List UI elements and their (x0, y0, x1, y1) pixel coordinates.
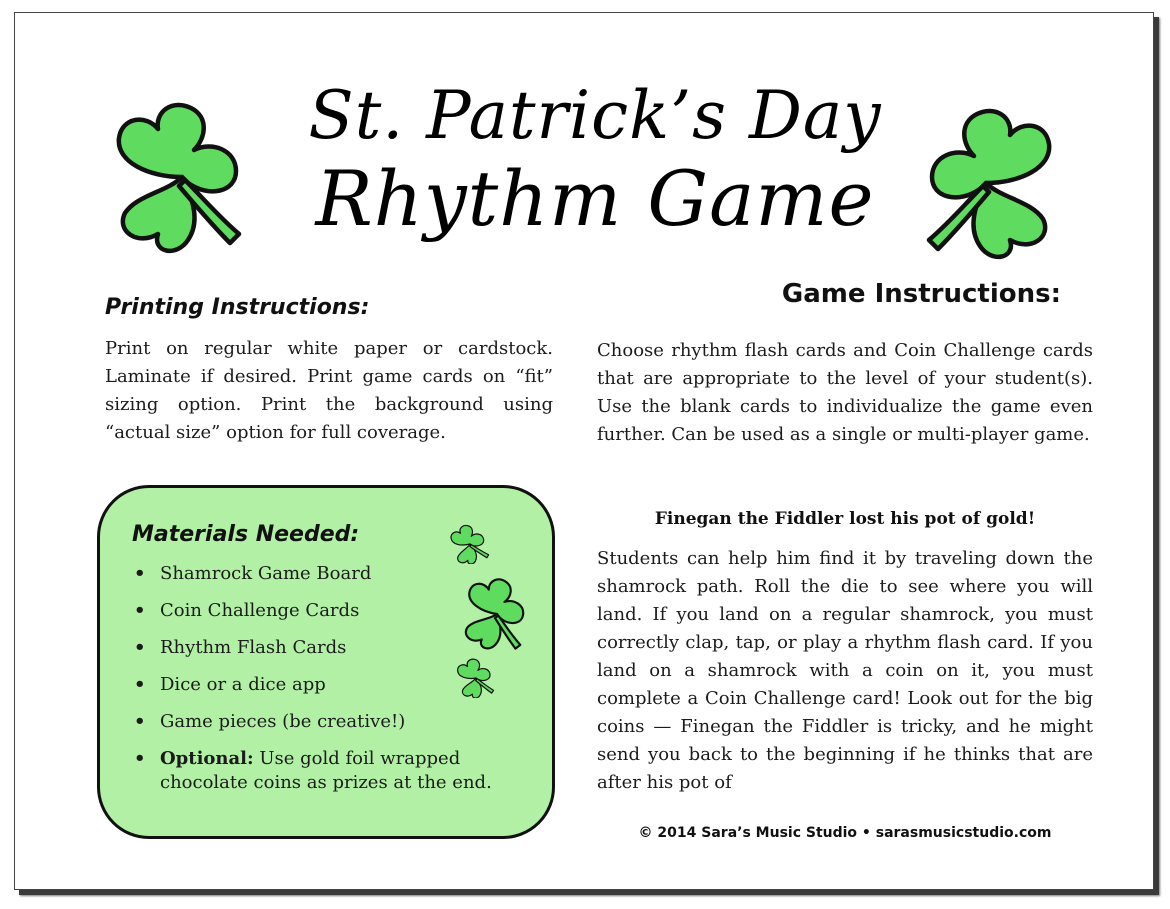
list-item-text: Dice or a dice app (160, 674, 326, 695)
list-item (134, 673, 534, 697)
page-title (275, 77, 915, 243)
game-instructions-text: Choose rhythm flash cards and Coin Challenge cards that are appropriate to the level of your student(s). Use the blank cards to individualize the game even further. Can be used as a single or multi-player game. (597, 340, 1093, 445)
list-item (134, 710, 534, 734)
small-shamrock-icon (448, 524, 492, 564)
list-item (134, 599, 534, 623)
list-item-text: Rhythm Flash Cards (160, 637, 347, 658)
list-item (134, 747, 534, 795)
optional-label: Optional: (160, 748, 254, 769)
printing-instructions-heading: Printing Instructions: (105, 295, 370, 320)
list-item-text: Shamrock Game Board (160, 563, 372, 584)
title-line-2: Rhythm Game (315, 154, 875, 243)
list-item-text: Coin Challenge Cards (160, 600, 360, 621)
story-text: Students can help him find it by traveling down the shamrock path. Roll the die to see where you will land. If you land on a regular shamrock, you must correctly clap, tap, or play a rhythm flash card. If you land on a shamrock with a coin on it, you must complete a Coin Challenge card! Look out for the big coins — Finegan the Fiddler is tricky, and he might send you back to the beginning if he thinks that are after his pot of (597, 548, 1093, 793)
materials-heading: Materials Needed: (132, 522, 360, 547)
game-instructions-heading: Game Instructions: (781, 279, 1061, 309)
shamrock-icon (107, 97, 257, 257)
bullet: • (134, 563, 146, 584)
list-item (134, 636, 534, 660)
printing-instructions-text: Print on regular white paper or cardstock. Laminate if desired. Print game cards on “fit” sizing option. Print the background using “actual size” option for full coverage. (105, 338, 553, 443)
bullet: • (134, 600, 146, 621)
worksheet-page (14, 12, 1154, 890)
bullet: • (134, 711, 146, 732)
optional-text: Use gold foil wrapped chocolate coins as prizes at the end. (160, 748, 492, 793)
bullet: • (134, 674, 146, 695)
story-heading: Finegan the Fiddler lost his pot of gold! (654, 509, 1036, 529)
list-item-text: Game pieces (be creative!) (160, 711, 406, 732)
materials-list (134, 562, 534, 808)
bullet: • (134, 748, 146, 769)
copyright-footer: © 2014 Sara’s Music Studio • sarasmusicstudio.com (638, 825, 1052, 841)
list-item (134, 562, 534, 586)
shamrock-icon (911, 103, 1061, 263)
title-line-1: St. Patrick’s Day (308, 77, 882, 154)
materials-panel (97, 485, 555, 839)
bullet: • (134, 637, 146, 658)
